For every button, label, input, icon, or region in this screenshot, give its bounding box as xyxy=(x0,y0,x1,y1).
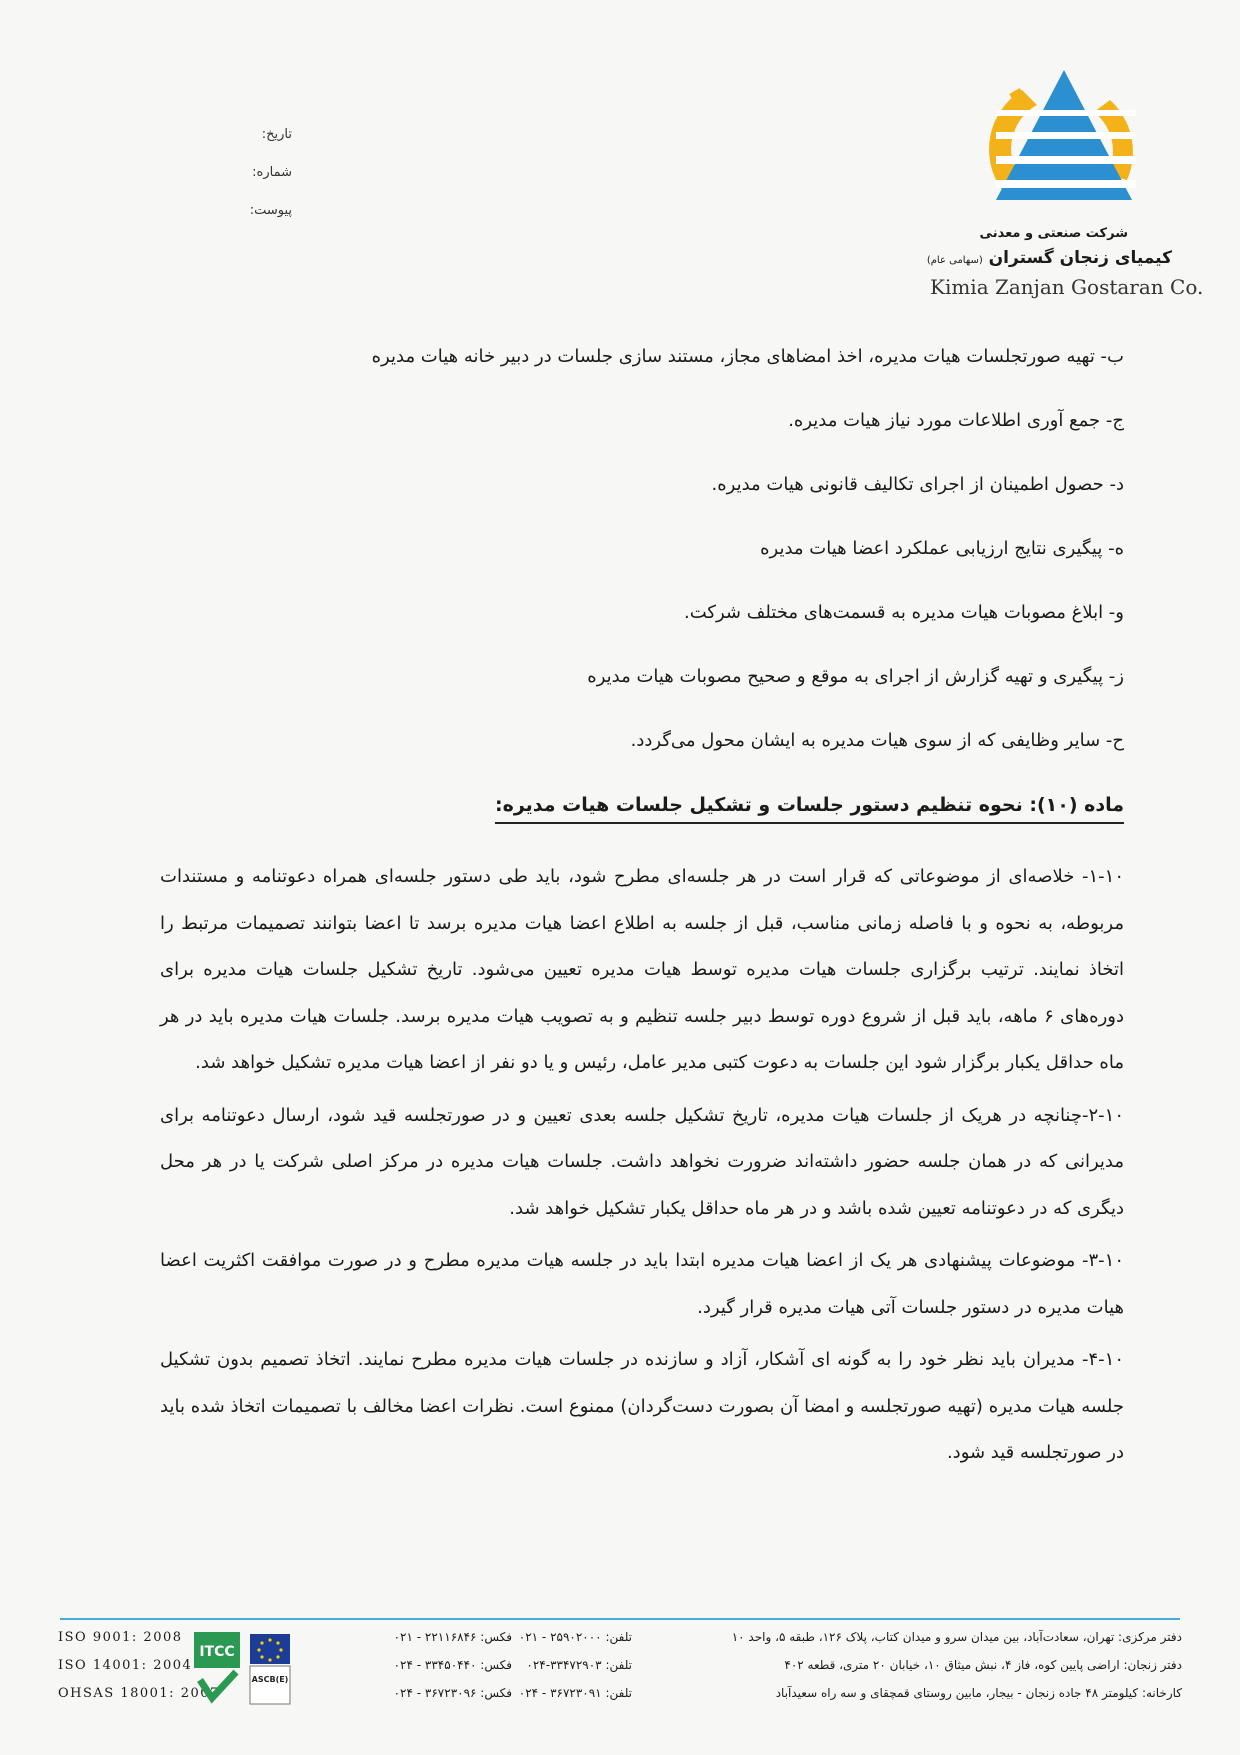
footer-fax: فکس: ۳۶۷۲۳۰۹۶ - ۰۲۴ xyxy=(393,1686,512,1700)
company-suffix: (سهامی عام) xyxy=(926,255,983,266)
date-label: تاریخ: xyxy=(261,127,292,142)
paragraph: ۲-۱۰-چنانچه در هریک از جلسات هیات مدیره، تاریخ تشکیل جلسه بعدی تعیین و در صورتجلسه قید شود، ارسال دعوتنامه برای مدیرانی که در همان جلسه حضور داشته‌اند ضرورت نخواهد داشت. جلسات هیات مدیره در مرکز اصلی شرکت یا در هر محل دیگری که در دعوتنامه تعیین شده باشد و در هر ماه حداقل یکبار تشکیل خواهد شد. xyxy=(160,1104,1124,1219)
number-label: شماره: xyxy=(252,165,292,180)
footer-row xyxy=(382,1658,1182,1686)
attachment-label: پیوست: xyxy=(249,203,292,218)
iso-item: ISO 9001: 2008 xyxy=(58,1630,183,1645)
company-name-fa xyxy=(927,248,1172,268)
section-heading-text: ماده (۱۰): نحوه تنظیم دستور جلسات و تشکیل جلسات هیات مدیره: xyxy=(495,794,1124,824)
list-item: و- ابلاغ مصوبات هیات مدیره به قسمت‌های مختلف شرکت. xyxy=(684,602,1124,623)
footer-address: کارخانه: کیلومتر ۴۸ جاده زنجان - بیجار، مابین روستای قمچقای و سه راه سعیدآباد xyxy=(775,1686,1182,1700)
footer-row xyxy=(382,1630,1182,1658)
footer-phone: تلفن: ۳۳۴۷۲۹۰۳-۰۲۴ xyxy=(526,1658,632,1672)
footer-address: دفتر زنجان: اراضی پایین کوه، فاز ۴، نبش میثاق ۱۰، خیابان ۲۰ متری، قطعه ۴۰۲ xyxy=(784,1658,1182,1672)
footer-row xyxy=(382,1686,1182,1714)
footer-address: دفتر مرکزی: تهران، سعادت‌آباد، بین میدان سرو و میدان کتاب، پلاک ۱۲۶، طبقه ۵، واحد ۱۰ xyxy=(731,1630,1182,1644)
iso-item: OHSAS 18001: 2007 xyxy=(58,1686,220,1701)
list-item: د- حصول اطمینان از اجرای تکالیف قانونی هیات مدیره. xyxy=(711,474,1124,495)
iso-item: ISO 14001: 2004 xyxy=(58,1658,193,1673)
ascb-cert-icon xyxy=(248,1632,292,1706)
company-name-en: Kimia Zanjan Gostaran Co. xyxy=(930,275,1204,299)
list-item: ح- سایر وظایفی که از سوی هیات مدیره به ایشان محول می‌گردد. xyxy=(630,730,1124,751)
list-item: ب- تهیه صورتجلسات هیات مدیره، اخذ امضاهای مجاز، مستند سازی جلسات در دبیر خانه هیات مدیره xyxy=(371,346,1124,367)
footer-phone: تلفن: ۳۶۷۲۳۰۹۱ - ۰۲۴ xyxy=(518,1686,632,1700)
list-item: ج- جمع آوری اطلاعات مورد نیاز هیات مدیره. xyxy=(788,410,1124,431)
paragraph: ۱-۱۰- خلاصه‌ای از موضوعاتی که قرار است در هر جلسه‌ای مطرح شود، باید طی دستور جلسه‌ای همراه دعوتنامه و مستندات مربوطه، به نحوه و با فاصله زمانی مناسب، قبل از جلسه به اطلاع اعضا هیات مدیره برسد تا اعضا بتوانند تصمیمات مرتبط را اتخاذ نمایند. ترتیب برگزاری جلسات هیات مدیره توسط هیات مدیره تعیین می‌شود. تاریخ تشکیل جلسات هیات مدیره برای دوره‌های ۶ ماهه، باید قبل از شروع دوره توسط دبیر جلسه تنظیم و به تصویب هیات مدیره برسد. جلسات هیات مدیره باید در هر ماه حداقل یکبار برگزار شود این جلسات به دعوت کتبی مدیر عامل، رئیس و یا دو نفر از اعضا هیات مدیره تشکیل خواهد شد. xyxy=(160,866,1124,1073)
section-heading xyxy=(160,794,1124,816)
ascb-label: ASCB(E) xyxy=(251,1675,289,1684)
footer-fax: فکس: ۳۳۴۵۰۴۴۰ - ۰۲۴ xyxy=(393,1658,512,1672)
paragraph: ۴-۱۰- مدیران باید نظر خود را به گونه ای آشکار، آزاد و سازنده در جلسات هیات مدیره مطرح نمایند. اتخاذ تصمیم بدون تشکیل جلسه هیات مدیره (تهیه صورتجلسه و امضا آن بصورت دست‌گردان) ممنوع است. نظرات اعضا مخالف با تصمیمات اتخاذ شده باید در صورتجلسه قید شود. xyxy=(160,1349,1124,1463)
company-logo-icon xyxy=(982,70,1140,220)
letter-body xyxy=(160,344,1124,1477)
list-item: ز- پیگیری و تهیه گزارش از اجرای به موقع و صحیح مصوبات هیات مدیره xyxy=(587,666,1124,687)
footer-phone: تلفن: ۲۵۹۰۲۰۰۰ - ۰۲۱ xyxy=(518,1630,632,1644)
itcc-label: ITCC xyxy=(199,1644,235,1660)
footer-divider xyxy=(60,1618,1180,1620)
list-item: ه- پیگیری نتایج ارزیابی عملکرد اعضا هیات مدیره xyxy=(760,538,1124,559)
company-name-fa-text: کیمیای زنجان گستران xyxy=(988,248,1172,268)
footer-contacts xyxy=(382,1630,1182,1714)
itcc-cert-icon xyxy=(194,1632,240,1706)
paragraph: ۳-۱۰- موضوعات پیشنهادی هر یک از اعضا هیات مدیره ابتدا باید در جلسه هیات مدیره مطرح و در صورت موافقت اکثریت اعضا هیات مدیره در دستور جلسات آتی هیات مدیره قرار گیرد. xyxy=(160,1250,1124,1318)
letter-meta xyxy=(232,126,292,240)
footer-fax: فکس: ۲۲۱۱۶۸۴۶ - ۰۲۱ xyxy=(393,1630,512,1644)
company-type: شرکت صنعتی و معدنی xyxy=(979,226,1128,241)
